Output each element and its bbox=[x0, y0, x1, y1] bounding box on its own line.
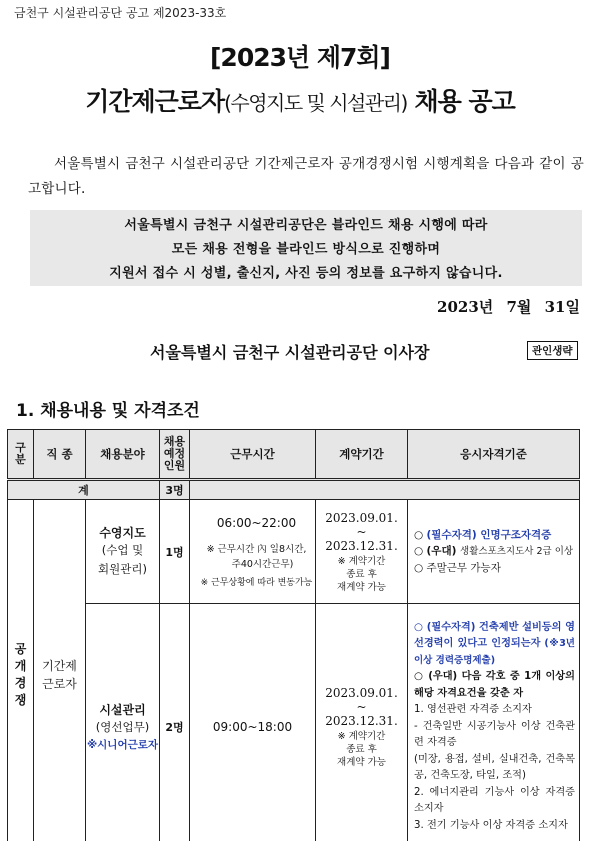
total-label: 계 bbox=[8, 480, 160, 500]
recruitment-table bbox=[7, 429, 580, 841]
header-period: 계약기간 bbox=[316, 430, 408, 480]
header-job-type: 직 종 bbox=[34, 430, 86, 480]
total-empty bbox=[190, 480, 580, 500]
table-row-facility bbox=[8, 604, 580, 841]
table-row-swimming bbox=[8, 500, 580, 604]
qualification-swimming: ○ (필수자격) 인명구조자격증 ○ (우대) 생활스포츠지도사 2급 이상 ○ 주말근무 가능자 bbox=[408, 500, 580, 604]
header-planned: 채용예정인원 bbox=[160, 430, 190, 480]
blind-line-2: 모든 채용 전형을 블라인드 방식으로 진행하며 bbox=[171, 242, 441, 257]
seal-omitted-stamp: 관인생략 bbox=[527, 341, 578, 360]
total-row bbox=[8, 480, 580, 500]
issuer: 서울특별시 금천구 시설관리공단 이사장 bbox=[150, 343, 430, 362]
notice-date: 2023년 7월 31일 bbox=[437, 298, 580, 316]
period-swimming: 2023.09.01. ~ 2023.12.31. ※ 계약기간 종료 후 재계약 가능 bbox=[316, 500, 408, 604]
hours-facility: 09:00~18:00 bbox=[190, 604, 316, 841]
header-field: 채용분야 bbox=[86, 430, 160, 480]
title-line-2 bbox=[0, 82, 600, 118]
period-facility: 2023.09.01. ~ 2023.12.31. ※ 계약기간 종료 후 재계약 가능 bbox=[316, 604, 408, 841]
blind-recruitment-notice bbox=[30, 210, 582, 286]
count-facility: 2명 bbox=[160, 604, 190, 841]
intro-paragraph: 서울특별시 금천구 시설관리공단 기간제근로자 공개경쟁시험 시행계획을 다음과 같이 공고합니다. bbox=[28, 156, 584, 197]
field-facility: 시설관리 (영선업무) ※시니어근로자 bbox=[86, 604, 160, 841]
division-cell: 공개경쟁 bbox=[8, 500, 34, 841]
count-swimming: 1명 bbox=[160, 500, 190, 604]
notice-number: 금천구 시설관리공단 공고 제2023-33호 bbox=[14, 6, 227, 20]
header-division: 구분 bbox=[8, 430, 34, 480]
title-suffix: 채용 공고 bbox=[406, 87, 515, 116]
title-line-1: [2023년 제7회] bbox=[210, 43, 390, 72]
blind-line-3: 지원서 접수 시 성별, 출신지, 사진 등의 정보를 요구하지 않습니다. bbox=[109, 266, 503, 281]
hours-swimming: 06:00~22:00 ※ 근무시간 內 일8시간, 주40시간근무) ※ 근무상황에 따라 변동가능 bbox=[190, 500, 316, 604]
section-title: 1. 채용내용 및 자격조건 bbox=[16, 401, 200, 421]
title-subtitle: (수영지도 및 시설관리) bbox=[224, 91, 407, 115]
header-qualification: 응시자격기준 bbox=[408, 430, 580, 480]
header-hours: 근무시간 bbox=[190, 430, 316, 480]
total-count: 3명 bbox=[160, 480, 190, 500]
qualification-facility: ○ (필수자격) 건축제반 설비등의 영선경력이 있다고 인정되는자 (※3년 이상 경력증명제출) ○ (우대) 다음 각호 중 1개 이상의 해당 자격요건을 갖춘 자 1. 영선관련 자격증 소지자 - 건축일반 시공기능사 이상 건축관련 자격증 (미장, 용접, 설비, 실내건축, 건축목공, 건축도장, 타일, 조적) 2. 에너지관리 기능사 이상 자격증 소지자 3. 전기 기능사 이상 자격증 소지자 bbox=[408, 604, 580, 841]
title-prefix: 기간제근로자 bbox=[85, 87, 225, 116]
blind-line-1: 서울특별시 금천구 시설관리공단은 블라인드 채용 시행에 따라 bbox=[124, 218, 488, 233]
table-header-row bbox=[8, 430, 580, 480]
job-type-cell: 기간제근로자 bbox=[34, 500, 86, 841]
field-swimming: 수영지도 (수업 및 회원관리) bbox=[86, 500, 160, 604]
